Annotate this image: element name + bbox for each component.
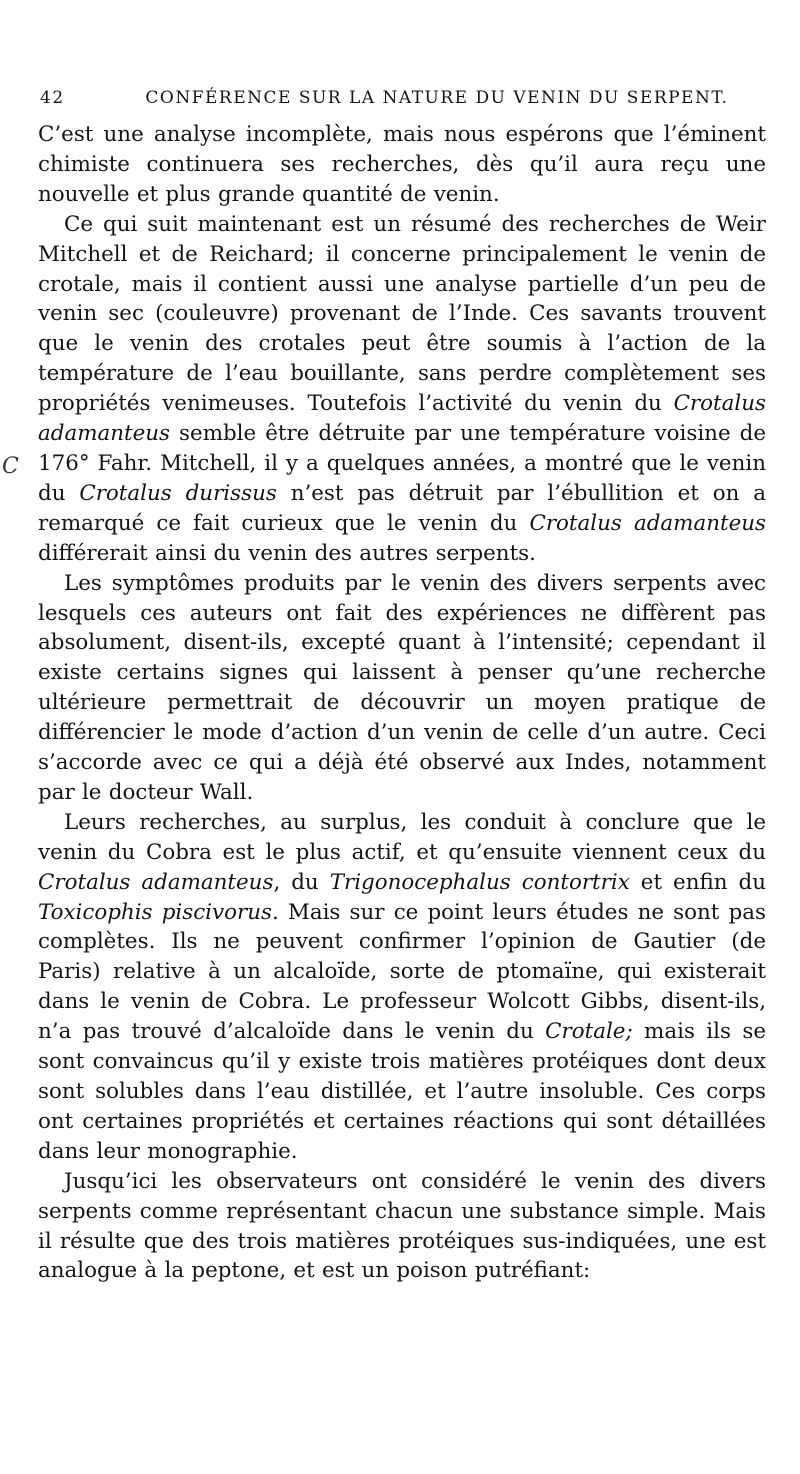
text-run: semble être détruite par une température voisine de 176° Fahr. Mitchell, il y a quelques années, a montré que le venin du (38, 421, 766, 506)
text-run: , du (273, 869, 330, 895)
italic-term: Trigonocephalus contortrix (329, 869, 630, 895)
text-run: et enfin du (629, 869, 766, 895)
italic-term: Crotalus adamanteus (38, 869, 274, 895)
book-page (38, 88, 766, 1286)
text-run: Ce qui suit maintenant est un résumé des recherches de Weir Mitchell et de Reichard; il concerne principalement le venin de crotale, mais il contient aussi une analyse partielle d’un peu de venin sec (couleuvre) provenant de l’Inde. Ces savants trouvent que le venin des crotales peut être soumis à l’action de la température de l’eau bouillante, sans perdre complètement ses propriétés venimeuses. Toutefois l’activité du venin du (38, 211, 766, 417)
text-run: Les symptômes produits par le venin des divers serpents avec lesquels ces auteurs ont fait des expériences ne diffèrent pas absolument, disent-ils, excepté quant à l’intensité; cependant il existe certains signes qui laissent à penser qu’une recherche ultérieure permettrait de découvrir un moyen pratique de différencier le mode d’action d’un venin de celle d’un autre. Ceci s’accorde avec ce qui a déjà été observé aux Indes, notamment par le docteur Wall. (38, 570, 766, 805)
body-text (38, 120, 766, 1286)
italic-term: Crotalus adamanteus (529, 510, 766, 536)
text-run: Leurs recherches, au surplus, les conduit à conclure que le venin du Cobra est le plus actif, et qu’ensuite viennent ceux du (38, 809, 766, 865)
page-number: 42 (40, 88, 65, 108)
margin-annotation: C (2, 454, 19, 479)
text-run: différerait ainsi du venin des autres serpents. (38, 540, 536, 566)
running-title: CONFÉRENCE SUR LA NATURE DU VENIN DU SERPENT. (145, 88, 729, 108)
paragraph (38, 569, 766, 808)
text-run: C’est une analyse incomplète, mais nous espérons que l’éminent chimiste continuera ses recherches, dès qu’il aura reçu une nouvelle et plus grande quantité de venin. (38, 122, 766, 207)
italic-term: Crotale; (545, 1019, 633, 1045)
paragraph (38, 210, 766, 569)
italic-term: Crotalus adamanteus (38, 391, 766, 447)
paragraph (38, 120, 766, 210)
text-run: n’est pas détruit par l’ébullition et on a remarqué ce fait curieux que le venin du (38, 480, 766, 536)
paragraph (38, 808, 766, 1167)
text-run: . Mais sur ce point leurs études ne sont pas complètes. Ils ne peuvent confirmer l’opinion de Gautier (de Paris) relative à un alcaloïde, sorte de ptomaïne, qui existerait dans le venin de Cobra. Le professeur Wolcott Gibbs, disent-ils, n’a pas trouvé d’alcaloïde dans le venin du (38, 899, 766, 1045)
paragraph (38, 1167, 766, 1287)
running-header (38, 88, 766, 114)
text-run: mais ils se sont convaincus qu’il y existe trois matières protéiques dont deux sont solubles dans l’eau distillée, et l’autre insoluble. Ces corps ont certaines propriétés et certaines réactions qui sont détaillées dans leur monographie. (38, 1019, 766, 1164)
italic-term: Crotalus durissus (79, 480, 277, 506)
text-run: Jusqu’ici les observateurs ont considéré le venin des divers serpents comme représentant chacun une substance simple. Mais il résulte que des trois matières protéiques sus-indiquées, une est analogue à la peptone, et est un poison putréfiant: (38, 1168, 766, 1284)
italic-term: Toxicophis piscivorus (38, 899, 272, 925)
